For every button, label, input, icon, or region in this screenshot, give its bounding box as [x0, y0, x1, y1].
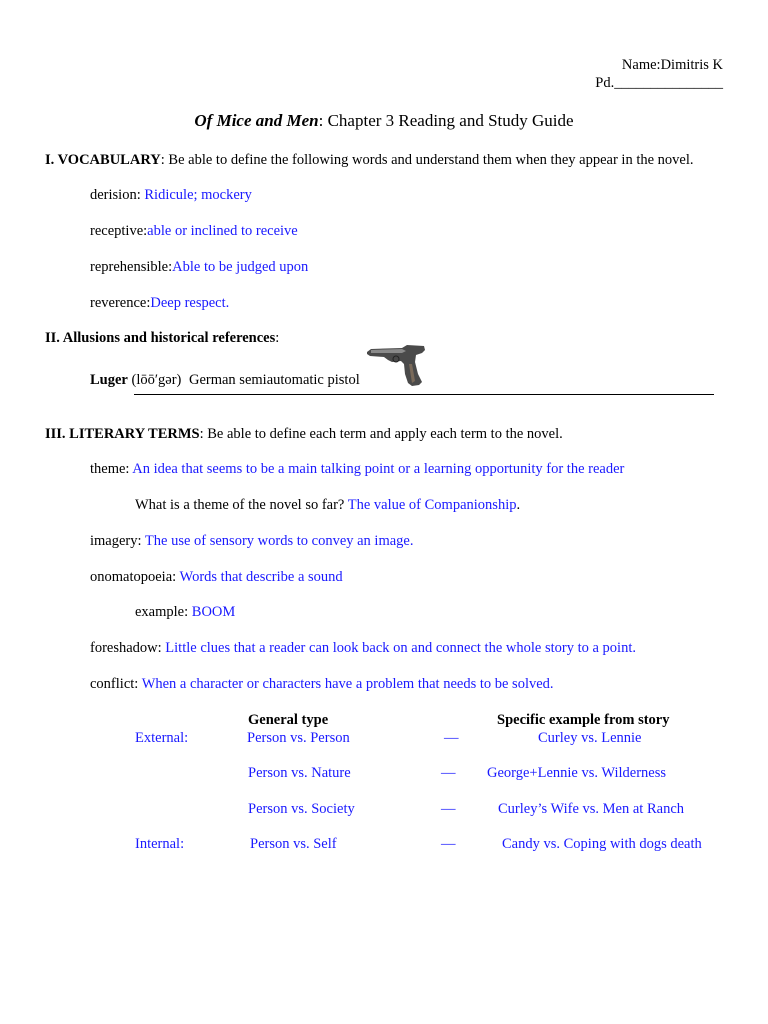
vocab-term: derision: — [90, 187, 145, 203]
section-instruction: : Be able to define the following words and understand them when they appear in the novel. — [160, 152, 694, 168]
table-header-specific-example: Specific example from story — [497, 712, 670, 728]
row-dash: — — [441, 836, 456, 852]
allusion-term: Luger — [90, 372, 128, 388]
term-label: conflict: — [90, 676, 142, 692]
section-heading-label: I. VOCABULARY — [45, 152, 161, 168]
vocab-item-receptive — [90, 224, 298, 239]
row-general-type: Person vs. Nature — [248, 765, 351, 781]
answer-line — [134, 394, 714, 395]
term-onomatopoeia — [90, 570, 343, 585]
question-period: . — [516, 497, 521, 513]
vocab-item-reverence — [90, 296, 229, 311]
term-foreshadow — [90, 641, 636, 656]
heading-colon: : — [275, 330, 280, 346]
term-answer: When a character or characters have a problem that needs to be solved. — [141, 676, 554, 692]
row-category-internal: Internal: — [135, 836, 185, 852]
vocab-item-derision — [90, 188, 252, 203]
term-answer: An idea that seems to be a main talking point or a learning opportunity for the reader — [132, 461, 625, 477]
book-title: Of Mice and Men — [194, 111, 319, 130]
question-answer: The value of Companionship — [347, 497, 517, 513]
row-example: George+Lennie vs. Wilderness — [487, 765, 666, 781]
question-text: What is a theme of the novel so far? — [135, 497, 348, 513]
vocab-answer: Ridicule; mockery — [144, 187, 252, 203]
row-general-type: Person vs. Self — [250, 836, 337, 852]
vocab-answer: Able to be judged upon — [172, 259, 309, 275]
term-conflict — [90, 677, 554, 692]
allusion-item-luger — [90, 373, 360, 388]
allusion-definition: German semiautomatic pistol — [188, 372, 360, 388]
term-answer: Little clues that a reader can look back on and connect the whole story to a point. — [165, 640, 636, 656]
row-dash: — — [441, 801, 456, 817]
row-category-external: External: — [135, 730, 189, 746]
term-label: onomatopoeia: — [90, 569, 180, 585]
vocab-term: reverence: — [90, 295, 151, 311]
row-example: Curley vs. Lennie — [538, 730, 642, 746]
row-general-type: Person vs. Society — [248, 801, 355, 817]
term-label: imagery: — [90, 533, 145, 549]
term-label: theme: — [90, 461, 133, 477]
period-label: Pd. — [595, 75, 615, 91]
vocab-answer: able or inclined to receive — [147, 223, 298, 239]
example-answer: BOOM — [191, 604, 236, 620]
section-vocabulary-heading — [45, 153, 694, 168]
section-instruction: : Be able to define each term and apply each term to the novel. — [199, 426, 563, 442]
row-general-type: Person vs. Person — [247, 730, 350, 746]
vocab-term: receptive: — [90, 223, 148, 239]
name-value: Dimitris K — [660, 57, 723, 73]
example-label: example: — [135, 604, 192, 620]
pistol-icon — [366, 343, 428, 387]
term-answer: The use of sensory words to convey an image. — [144, 533, 414, 549]
row-dash: — — [441, 765, 456, 781]
name-label: Name: — [621, 57, 661, 73]
page-title — [0, 112, 768, 129]
section-literary-terms-heading — [45, 427, 563, 442]
term-answer: Words that describe a sound — [179, 569, 343, 585]
section-allusions-heading — [45, 331, 279, 346]
onomatopoeia-example — [135, 605, 235, 620]
period-blank: _______________ — [614, 75, 723, 91]
allusion-pronunciation: (lōō′gər) — [131, 372, 182, 388]
period-line — [595, 76, 723, 91]
row-dash: — — [444, 730, 459, 746]
section-heading-label: II. Allusions and historical references — [45, 330, 276, 346]
table-header-general-type: General type — [248, 712, 329, 728]
term-theme — [90, 462, 624, 477]
student-name — [622, 58, 723, 73]
row-example: Curley’s Wife vs. Men at Ranch — [498, 801, 685, 817]
vocab-item-reprehensible — [90, 260, 308, 275]
theme-question — [135, 498, 520, 513]
row-example: Candy vs. Coping with dogs death — [502, 836, 702, 852]
vocab-answer: Deep respect. — [150, 295, 230, 311]
title-rest: : Chapter 3 Reading and Study Guide — [318, 111, 574, 130]
section-heading-label: III. LITERARY TERMS — [45, 426, 200, 442]
vocab-term: reprehensible: — [90, 259, 173, 275]
term-label: foreshadow: — [90, 640, 166, 656]
term-imagery — [90, 534, 414, 549]
